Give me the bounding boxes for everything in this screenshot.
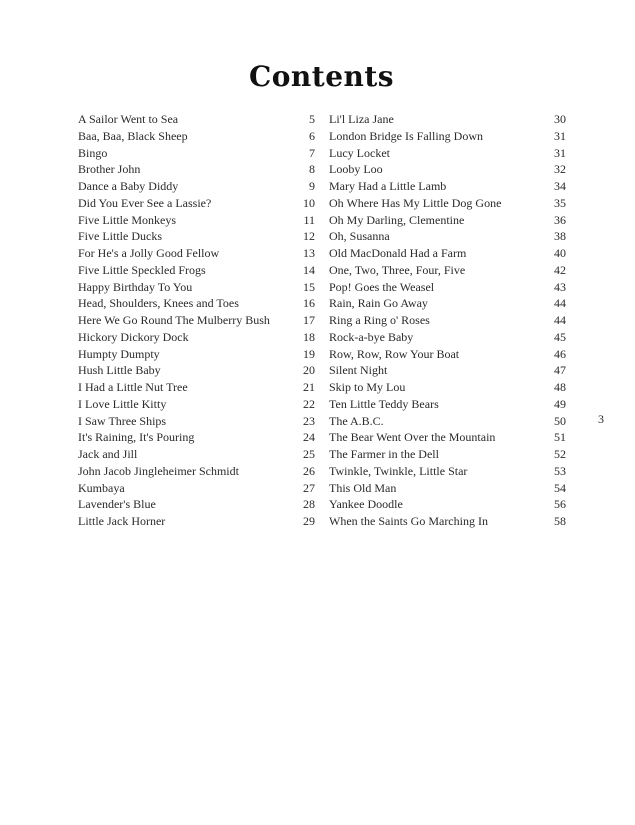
toc-entry-page: 25: [303, 447, 315, 461]
toc-entry-page: 22: [303, 396, 315, 411]
toc-entry-title: Kumbaya: [78, 480, 125, 495]
toc-entry-page: 53: [554, 463, 566, 478]
toc-entry[interactable]: [78, 212, 315, 229]
toc-entry-page: 47: [554, 363, 566, 378]
toc-entry[interactable]: [329, 228, 566, 245]
toc-entry-title: Brother John: [78, 162, 141, 177]
toc-entry[interactable]: [329, 195, 566, 212]
toc-entry-title: A Sailor Went to Sea: [78, 112, 179, 126]
toc-entry-title: Silent Night: [329, 363, 388, 378]
toc-entry[interactable]: [329, 429, 566, 446]
toc-entry-title: When the Saints Go Marching In: [329, 514, 488, 528]
toc-entry-page: 15: [303, 279, 315, 294]
toc-entry[interactable]: [78, 279, 315, 296]
toc-entry-title: The A.B.C.: [329, 413, 384, 428]
toc-entry[interactable]: [329, 362, 566, 379]
toc-entry[interactable]: [329, 446, 566, 463]
toc-entry-title: John Jacob Jingleheimer Schmidt: [78, 463, 239, 478]
toc-entry[interactable]: [78, 446, 315, 463]
toc-entry-page: 38: [554, 229, 566, 244]
toc-entry[interactable]: [329, 513, 566, 530]
toc-entry-title: One, Two, Three, Four, Five: [329, 262, 466, 277]
toc-entry-title: Oh, Susanna: [329, 229, 390, 244]
toc-entry[interactable]: [329, 245, 566, 262]
contents-left-column: [78, 111, 315, 530]
toc-entry-page: 42: [554, 262, 566, 277]
toc-entry-page: 51: [554, 430, 566, 445]
toc-entry[interactable]: [329, 480, 566, 497]
toc-entry-page: 40: [554, 246, 566, 260]
toc-entry-page: 50: [554, 413, 566, 428]
toc-entry[interactable]: [78, 161, 315, 178]
toc-entry-title: Row, Row, Row Your Boat: [329, 346, 460, 361]
toc-entry[interactable]: [78, 128, 315, 145]
toc-entry[interactable]: [78, 513, 315, 530]
toc-entry-page: 13: [303, 246, 315, 260]
toc-entry-page: 49: [554, 396, 566, 411]
toc-entry-page: 48: [554, 380, 566, 394]
toc-entry-page: 35: [554, 195, 566, 210]
toc-entry[interactable]: [329, 463, 566, 480]
toc-entry[interactable]: [329, 145, 566, 162]
toc-entry-title: Did You Ever See a Lassie?: [78, 195, 212, 210]
toc-entry-title: Mary Had a Little Lamb: [329, 179, 447, 193]
toc-entry[interactable]: [329, 279, 566, 296]
toc-entry-title: Jack and Jill: [78, 447, 138, 461]
toc-entry[interactable]: [78, 195, 315, 212]
toc-entry-page: 29: [303, 514, 315, 528]
toc-entry-page: 21: [303, 380, 315, 394]
toc-entry[interactable]: [78, 413, 315, 430]
toc-entry[interactable]: [78, 312, 315, 329]
toc-entry-title: Head, Shoulders, Knees and Toes: [78, 296, 239, 311]
toc-entry-page: 45: [554, 329, 566, 344]
toc-entry[interactable]: [78, 480, 315, 497]
page-title: Contents: [248, 60, 395, 93]
toc-entry-page: 14: [303, 262, 315, 277]
toc-entry[interactable]: [329, 178, 566, 195]
toc-entry[interactable]: [78, 111, 315, 128]
toc-entry-title: Five Little Monkeys: [78, 212, 176, 227]
toc-entry[interactable]: [329, 312, 566, 329]
toc-entry-title: London Bridge Is Falling Down: [329, 128, 483, 143]
toc-entry[interactable]: [329, 212, 566, 229]
toc-entry[interactable]: [329, 379, 566, 396]
toc-entry-title: Baa, Baa, Black Sheep: [78, 128, 188, 143]
toc-entry-title: Oh My Darling, Clementine: [329, 212, 465, 227]
toc-entry-page: 52: [554, 447, 566, 461]
toc-entry-page: 28: [303, 497, 315, 512]
toc-entry-page: 46: [554, 346, 566, 361]
toc-entry-page: 44: [554, 313, 566, 327]
toc-entry[interactable]: [329, 496, 566, 513]
toc-entry-title: Lucy Locket: [329, 145, 390, 160]
toc-entry-title: I Saw Three Ships: [78, 413, 167, 428]
toc-entry-page: 6: [309, 128, 315, 143]
toc-entry-page: 5: [309, 112, 315, 126]
toc-entry-page: 32: [554, 162, 566, 177]
toc-entry-title: Oh Where Has My Little Dog Gone: [329, 195, 502, 210]
toc-entry[interactable]: [78, 245, 315, 262]
toc-entry-page: 24: [303, 430, 315, 445]
toc-entry-page: 58: [554, 514, 566, 528]
toc-entry-title: Humpty Dumpty: [78, 346, 160, 361]
toc-entry-title: It's Raining, It's Pouring: [78, 430, 195, 445]
toc-entry-title: This Old Man: [329, 480, 397, 495]
toc-entry[interactable]: [329, 128, 566, 145]
toc-entry-page: 34: [554, 179, 566, 193]
toc-entry[interactable]: [329, 111, 566, 128]
toc-entry[interactable]: [329, 396, 566, 413]
toc-entry[interactable]: [78, 145, 315, 162]
toc-entry-title: I Had a Little Nut Tree: [78, 380, 188, 394]
toc-entry-page: 43: [554, 279, 566, 294]
toc-entry-title: Happy Birthday To You: [78, 279, 193, 294]
toc-entry-title: I Love Little Kitty: [78, 396, 167, 411]
toc-entry-title: Ten Little Teddy Bears: [329, 396, 439, 411]
toc-entry-title: Ring a Ring o' Roses: [329, 313, 430, 327]
toc-entry-page: 16: [303, 296, 315, 311]
toc-entry[interactable]: [329, 262, 566, 279]
toc-entry-title: The Farmer in the Dell: [329, 447, 439, 461]
toc-entry-title: Twinkle, Twinkle, Little Star: [329, 463, 468, 478]
toc-entry-title: Bingo: [78, 145, 108, 160]
toc-entry-title: Rain, Rain Go Away: [329, 296, 428, 311]
toc-entry-page: 18: [303, 329, 315, 344]
toc-entry[interactable]: [78, 228, 315, 245]
toc-entry[interactable]: [78, 346, 315, 363]
toc-entry-title: Hush Little Baby: [78, 363, 161, 378]
toc-entry-page: 27: [303, 480, 315, 495]
toc-entry[interactable]: [329, 346, 566, 363]
toc-entry-title: Five Little Speckled Frogs: [78, 262, 206, 277]
toc-entry-title: Lavender's Blue: [78, 497, 156, 512]
contents-right-column: [329, 111, 566, 530]
toc-entry-page: 31: [554, 145, 566, 160]
toc-entry-page: 56: [554, 497, 566, 512]
toc-entry-title: Five Little Ducks: [78, 229, 162, 244]
toc-entry-page: 9: [309, 179, 315, 193]
page-number: 3: [598, 412, 604, 426]
toc-entry[interactable]: [78, 295, 315, 312]
toc-entry-title: For He's a Jolly Good Fellow: [78, 246, 220, 260]
toc-entry[interactable]: [78, 396, 315, 413]
toc-entry-page: 19: [303, 346, 315, 361]
toc-entry[interactable]: [78, 362, 315, 379]
toc-entry-page: 54: [554, 480, 566, 495]
toc-entry-title: Here We Go Round The Mulberry Bush: [78, 313, 270, 327]
toc-entry-page: 36: [554, 212, 566, 227]
toc-entry-title: Yankee Doodle: [329, 497, 403, 512]
toc-entry-page: 10: [303, 195, 315, 210]
toc-entry-page: 30: [554, 112, 566, 126]
toc-entry-title: Dance a Baby Diddy: [78, 179, 179, 193]
toc-entry-page: 11: [303, 212, 315, 227]
toc-entry-title: Pop! Goes the Weasel: [329, 279, 435, 294]
toc-entry-title: Little Jack Horner: [78, 514, 166, 528]
toc-entry[interactable]: [329, 295, 566, 312]
toc-entry[interactable]: [78, 379, 315, 396]
toc-entry-page: 26: [303, 463, 315, 478]
toc-entry-page: 12: [303, 229, 315, 244]
toc-entry-title: Looby Loo: [329, 162, 383, 177]
toc-entry-title: Rock-a-bye Baby: [329, 329, 414, 344]
toc-entry-page: 44: [554, 296, 566, 311]
toc-entry-page: 23: [303, 413, 315, 428]
toc-entry[interactable]: [329, 161, 566, 178]
toc-entry[interactable]: [78, 329, 315, 346]
toc-entry-title: Li'l Liza Jane: [329, 112, 394, 126]
toc-entry-page: 20: [303, 363, 315, 378]
toc-entry-page: 17: [303, 313, 315, 327]
toc-entry[interactable]: [78, 429, 315, 446]
toc-entry-page: 31: [554, 128, 566, 143]
toc-entry-title: The Bear Went Over the Mountain: [329, 430, 496, 445]
toc-entry-page: 8: [309, 162, 315, 177]
toc-entry[interactable]: [78, 463, 315, 480]
toc-entry-title: Hickory Dickory Dock: [78, 329, 189, 344]
toc-entry[interactable]: [78, 262, 315, 279]
toc-entry[interactable]: [329, 413, 566, 430]
toc-entry[interactable]: [329, 329, 566, 346]
toc-entry-title: Old MacDonald Had a Farm: [329, 246, 467, 260]
toc-entry-title: Skip to My Lou: [329, 380, 406, 394]
toc-entry[interactable]: [78, 496, 315, 513]
toc-entry[interactable]: [78, 178, 315, 195]
toc-entry-page: 7: [309, 145, 315, 160]
